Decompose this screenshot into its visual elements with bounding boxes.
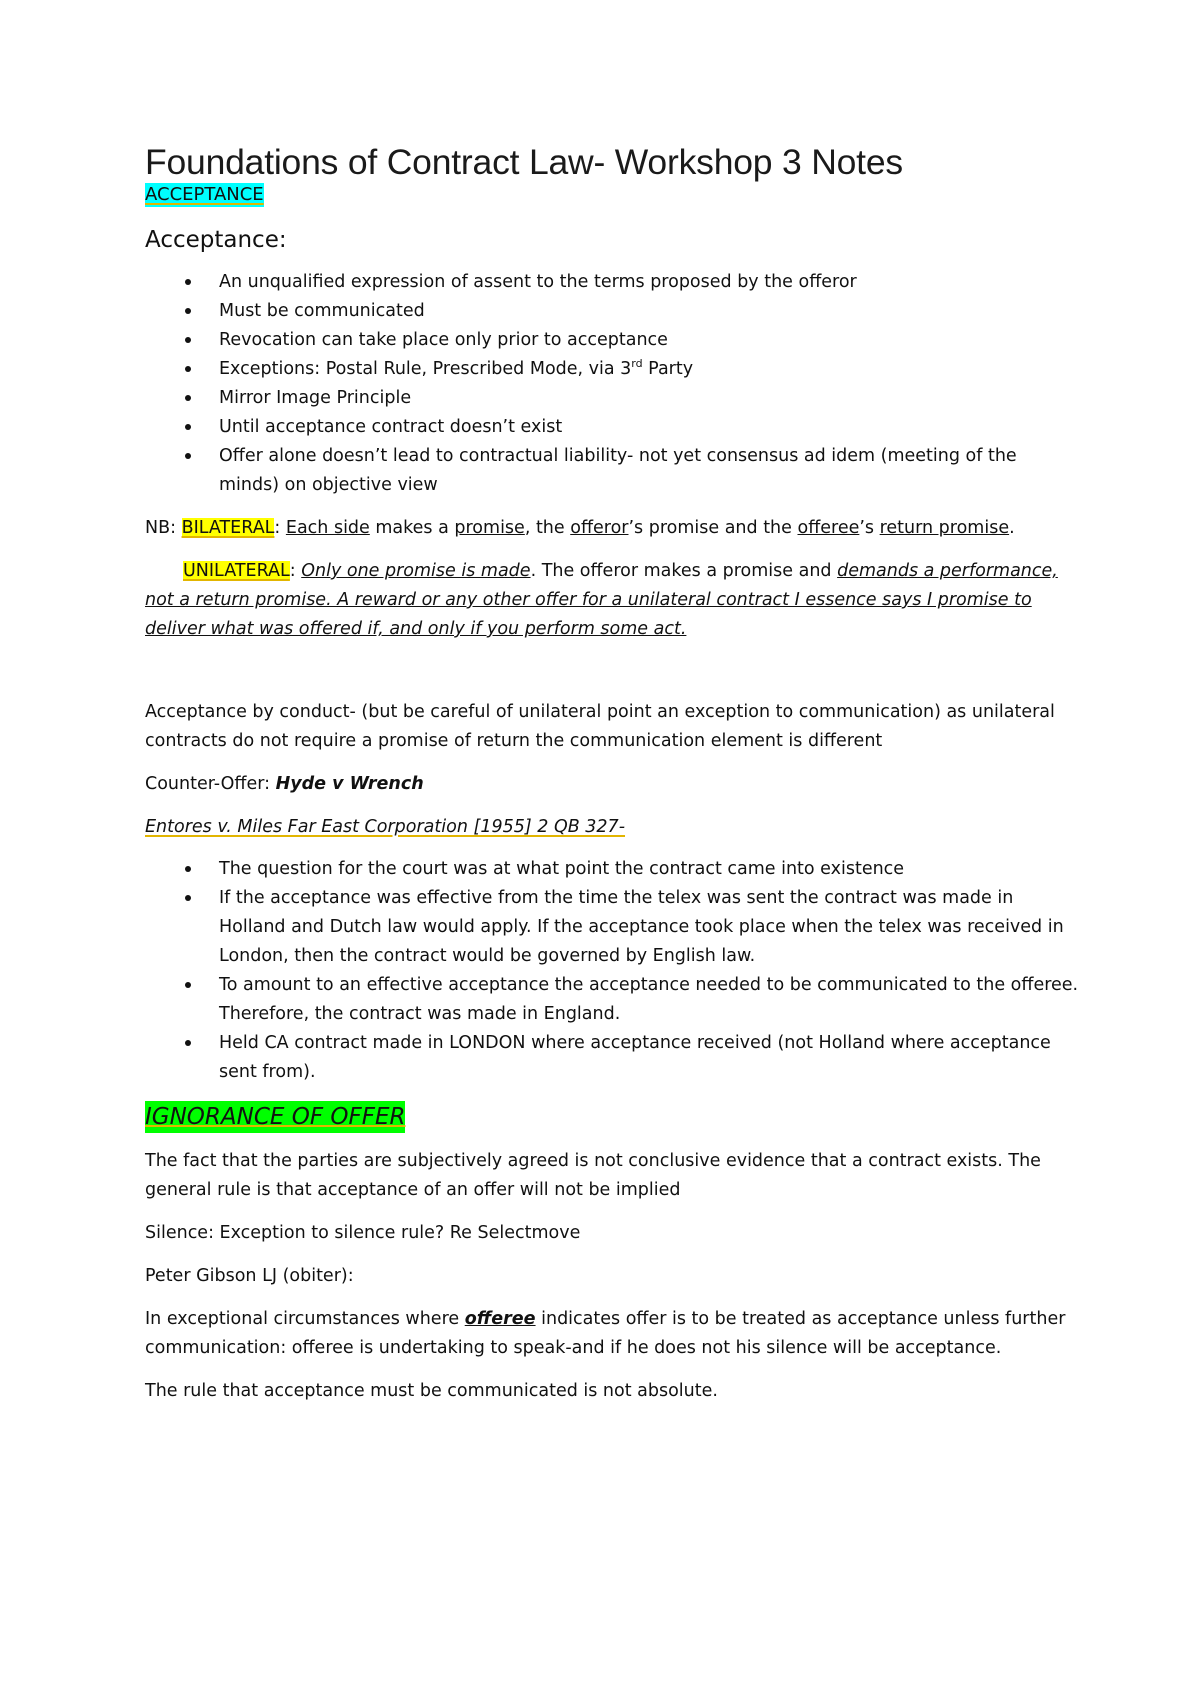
entores-case-name: Entores v. Miles Far East Corporation [1955] 2 QB 327- [145, 817, 626, 837]
party-text: Party [642, 359, 694, 379]
entores-bullet-list [145, 855, 1080, 1087]
ordinal-suffix: rd [631, 357, 643, 371]
acceptance-bullet-list [145, 268, 1080, 500]
list-item: Until acceptance contract doesn’t exist [145, 413, 1080, 442]
demands-performance-text: demands a performance, not a return promise. A reward or any other offer for a unilateral contract I essence says I promise to deliver what was offered if, and only if you perform some act. [145, 561, 1058, 639]
counter-offer-case: Hyde v Wrench [275, 774, 424, 794]
acceptance-heading: Acceptance: [145, 227, 287, 253]
only-one-promise-text: Only one promise is made [301, 561, 531, 581]
list-item: Offer alone doesn’t lead to contractual liability- not yet consensus ad idem (meeting of the minds) on objective view [145, 442, 1080, 500]
text: , the [524, 518, 571, 538]
offeree-text: offeree [797, 518, 860, 538]
page-title: Foundations of Contract Law- Workshop 3 Notes [145, 142, 903, 182]
promise-text: promise [454, 518, 525, 538]
counter-offer-label: Counter-Offer: [145, 774, 276, 794]
counter-offer-paragraph [145, 770, 1080, 799]
text: makes a [369, 518, 455, 538]
list-item: Must be communicated [145, 297, 1080, 326]
exceptional-circumstances-paragraph [145, 1305, 1080, 1363]
list-item: Revocation can take place only prior to acceptance [145, 326, 1080, 355]
each-side-text: Each side [285, 518, 370, 538]
return-promise-text: return promise [879, 518, 1010, 538]
offeree-emphasis: offeree [464, 1309, 536, 1329]
text: . The offeror makes a promise and [530, 561, 838, 581]
peter-gibson-paragraph: Peter Gibson LJ (obiter): [145, 1266, 354, 1286]
text: indicates offer is to be treated as acceptance unless further communication: offeree is undertaking to speak-and if he does not his silence will be acceptance. [145, 1309, 1066, 1358]
acceptance-by-conduct-paragraph: Acceptance by conduct- (but be careful of unilateral point an exception to communication) as unilateral contracts do not require a promise of return the communication element is different [145, 702, 1055, 751]
text: . [1009, 518, 1015, 538]
silence-paragraph: Silence: Exception to silence rule? Re Selectmove [145, 1223, 581, 1243]
entores-case-heading [145, 813, 1080, 842]
rule-not-absolute-paragraph: The rule that acceptance must be communicated is not absolute. [145, 1381, 718, 1401]
list-item [145, 355, 1080, 384]
text: ’s [859, 518, 880, 538]
list-item: To amount to an effective acceptance the acceptance needed to be communicated to the offeree. Therefore, the contract was made in England. [145, 971, 1080, 1029]
list-item: Mirror Image Principle [145, 384, 1080, 413]
list-item: If the acceptance was effective from the time the telex was sent the contract was made in Holland and Dutch law would apply. If the acceptance took place when the telex was received in London, then the contract would be governed by English law. [145, 884, 1080, 971]
bilateral-paragraph [145, 514, 1080, 543]
ignorance-paragraph-1: The fact that the parties are subjectively agreed is not conclusive evidence that a contract exists. The general rule is that acceptance of an offer will not be implied [145, 1151, 1041, 1200]
unilateral-label: UNILATERAL [183, 561, 290, 581]
bilateral-label: BILATERAL [181, 518, 275, 538]
exceptions-text: Exceptions: Postal Rule, Prescribed Mode, via 3 [219, 359, 632, 379]
list-item: The question for the court was at what point the contract came into existence [145, 855, 1080, 884]
nb-label: NB: [145, 518, 182, 538]
text: ’s promise and the [628, 518, 798, 538]
unilateral-paragraph [145, 557, 1080, 644]
list-item: An unqualified expression of assent to the terms proposed by the offeror [145, 268, 1080, 297]
text: In exceptional circumstances where [145, 1309, 465, 1329]
colon: : [274, 518, 286, 538]
ignorance-of-offer-heading: IGNORANCE OF OFFER [145, 1101, 405, 1133]
section-tag-acceptance: ACCEPTANCE [145, 184, 264, 205]
offeror-text: offeror [570, 518, 629, 538]
colon: : [289, 561, 302, 581]
list-item: Held CA contract made in LONDON where acceptance received (not Holland where acceptance sent from). [145, 1029, 1080, 1087]
